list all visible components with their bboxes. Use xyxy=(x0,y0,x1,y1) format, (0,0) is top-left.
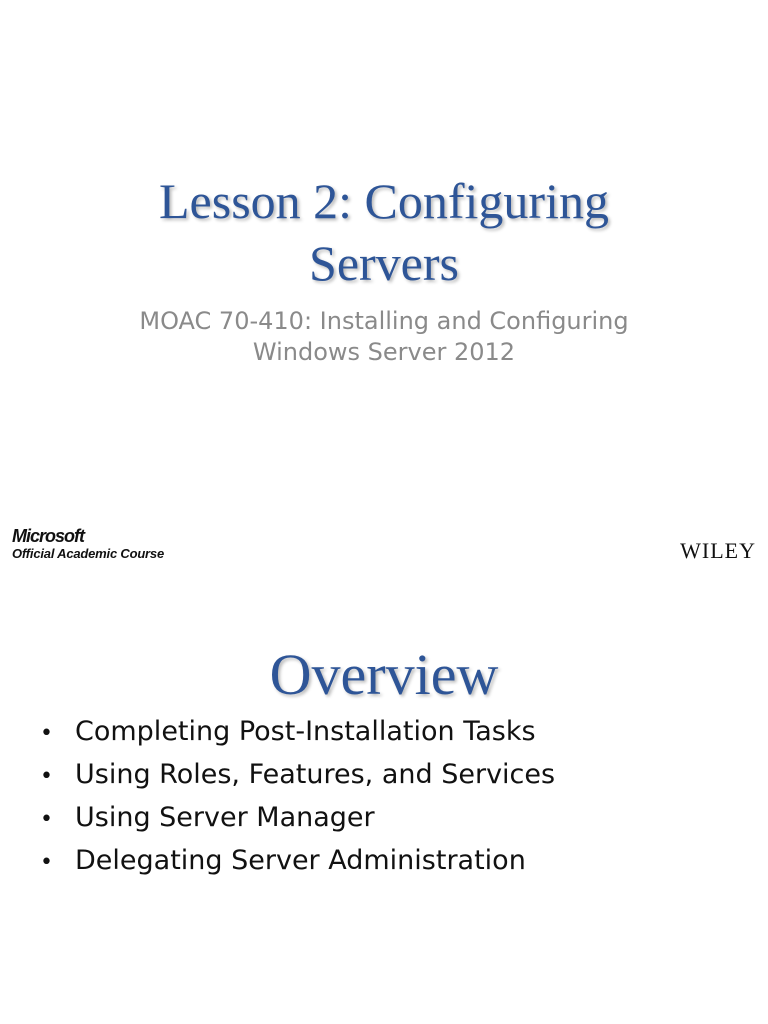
bullet-list xyxy=(40,710,555,882)
official-academic-course-label: Official Academic Course xyxy=(12,546,164,561)
bullet-text: Delegating Server Administration xyxy=(75,845,526,876)
wiley-logo: WILEY xyxy=(680,538,756,563)
microsoft-official-academic-course-logo xyxy=(12,526,164,562)
bullet-text: Completing Post-Installation Tasks xyxy=(75,716,536,747)
bullet-text: Using Roles, Features, and Services xyxy=(75,759,556,790)
list-item xyxy=(40,839,555,882)
subtitle-line-2: Windows Server 2012 xyxy=(252,338,516,366)
slide-title-line-1: Lesson 2: Configuring xyxy=(159,173,609,229)
bullet-icon: • xyxy=(40,764,53,789)
list-item xyxy=(40,796,555,839)
bullet-text: Using Server Manager xyxy=(75,802,375,833)
subtitle-line-1: MOAC 70-410: Installing and Configuring xyxy=(139,307,629,335)
bullet-icon: • xyxy=(40,850,53,875)
overview-slide xyxy=(0,600,768,1024)
slide-title-line-2: Servers xyxy=(309,235,459,291)
list-item xyxy=(40,753,555,796)
overview-title xyxy=(0,640,768,710)
bullet-icon: • xyxy=(40,721,53,746)
list-item xyxy=(40,710,555,753)
overview-title-text: Overview xyxy=(269,642,499,707)
slide-subtitle xyxy=(0,306,768,368)
bullet-icon: • xyxy=(40,807,53,832)
slide-title xyxy=(0,170,768,294)
microsoft-wordmark: Microsoft xyxy=(12,526,84,546)
